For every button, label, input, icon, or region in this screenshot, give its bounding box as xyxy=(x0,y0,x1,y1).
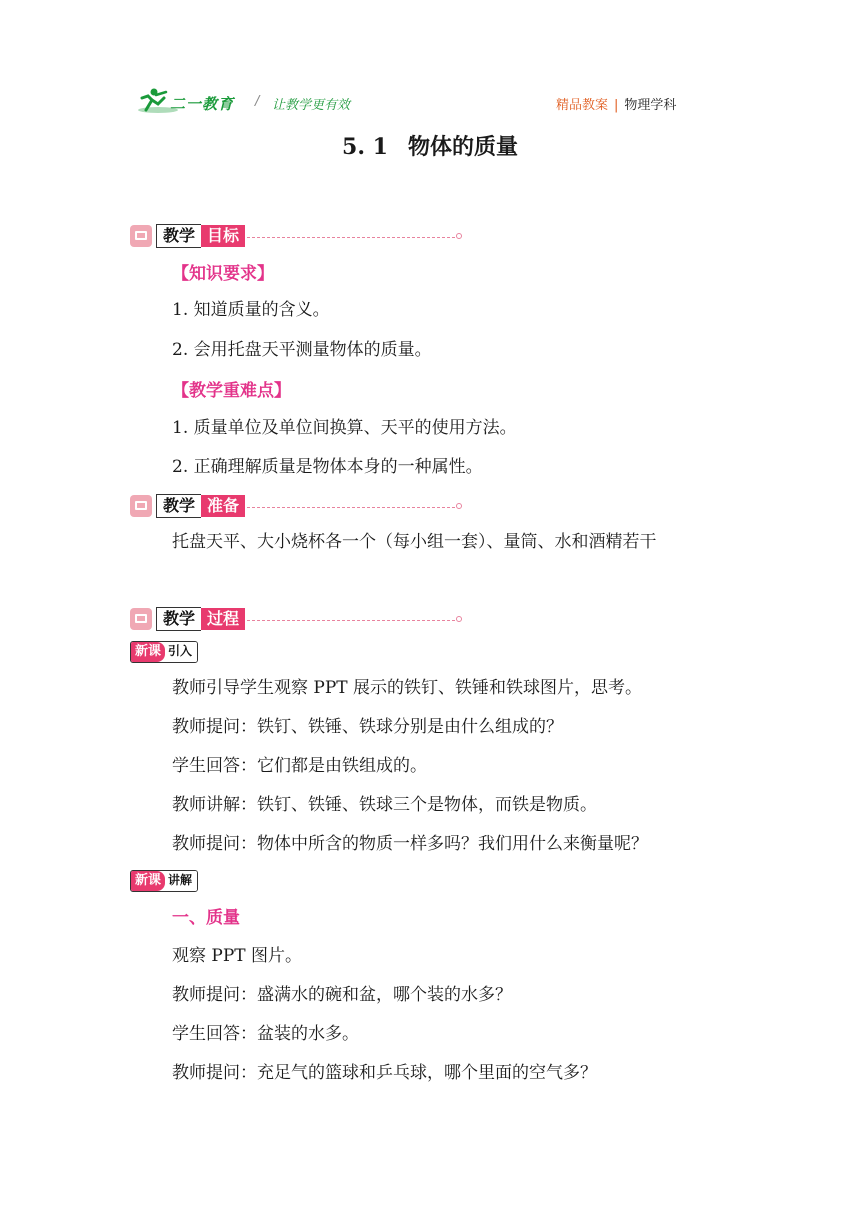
intro-line: 教师讲解：铁钉、铁锤、铁球三个是物体，而铁是物质。 xyxy=(172,795,597,815)
section-banner-goals xyxy=(130,224,462,248)
lecture-line: 教师提问：盛满水的碗和盆，哪个装的水多？ xyxy=(172,985,512,1005)
banner-right: 目标 xyxy=(201,225,245,247)
banner-divider xyxy=(247,507,455,508)
header-subject: 物理学科 xyxy=(624,98,677,113)
intro-line: 教师提问：物体中所含的物质一样多吗？我们用什么来衡量呢？ xyxy=(172,834,648,854)
lecture-tag xyxy=(130,870,198,892)
intro-line: 学生回答：它们都是由铁组成的。 xyxy=(172,756,427,776)
knowledge-item: 1. 知道质量的含义。 xyxy=(172,300,330,320)
lesson-number: 5. 1 xyxy=(342,134,388,160)
lecture-heading: 一、质量 xyxy=(172,908,240,928)
banner-right: 过程 xyxy=(201,608,245,630)
page-title xyxy=(0,130,860,161)
banner-left: 教学 xyxy=(156,224,201,248)
intro-line: 教师提问：铁钉、铁锤、铁球分别是由什么组成的？ xyxy=(172,717,563,737)
knowledge-heading: 【知识要求】 xyxy=(172,264,274,284)
knowledge-item: 2. 会用托盘天平测量物体的质量。 xyxy=(172,340,432,360)
banner-divider xyxy=(247,237,455,238)
lecture-line: 学生回答：盆装的水多。 xyxy=(172,1024,359,1044)
key-point-item: 2. 正确理解质量是物体本身的一种属性。 xyxy=(172,457,483,477)
banner-right: 准备 xyxy=(201,495,245,517)
tag-label: 新课 xyxy=(131,642,165,662)
banner-left: 教学 xyxy=(156,607,201,631)
banner-divider xyxy=(247,620,455,621)
tag-label: 新课 xyxy=(131,871,165,891)
lecture-line: 观察 PPT 图片。 xyxy=(172,946,303,966)
tag-sublabel: 讲解 xyxy=(165,871,197,891)
banner-dot xyxy=(456,233,462,239)
logo-text: 二一教育 xyxy=(170,95,235,113)
intro-tag xyxy=(130,641,198,663)
header-separator: | xyxy=(614,98,619,113)
key-point-item: 1. 质量单位及单位间换算、天平的使用方法。 xyxy=(172,418,517,438)
section-banner-prep xyxy=(130,494,462,518)
tag-sublabel: 引入 xyxy=(165,642,197,662)
banner-left: 教学 xyxy=(156,494,201,518)
lesson-title: 物体的质量 xyxy=(407,134,518,160)
key-points-heading: 【教学重难点】 xyxy=(172,381,291,401)
lecture-line: 教师提问：充足气的篮球和乒乓球，哪个里面的空气多？ xyxy=(172,1063,597,1083)
header-slash: / xyxy=(255,94,260,109)
section-banner-process xyxy=(130,607,462,631)
banner-dot xyxy=(456,616,462,622)
header-tag: 精品教案 xyxy=(556,98,609,113)
book-icon xyxy=(130,495,152,517)
book-icon xyxy=(130,608,152,630)
book-icon xyxy=(130,225,152,247)
intro-line: 教师引导学生观察 PPT 展示的铁钉、铁锤和铁球图片，思考。 xyxy=(172,678,643,698)
header-right xyxy=(556,94,676,113)
prep-text: 托盘天平、大小烧杯各一个（每小组一套）、量筒、水和酒精若干 xyxy=(172,532,657,552)
slogan: 让教学更有效 xyxy=(272,98,351,113)
banner-dot xyxy=(456,503,462,509)
